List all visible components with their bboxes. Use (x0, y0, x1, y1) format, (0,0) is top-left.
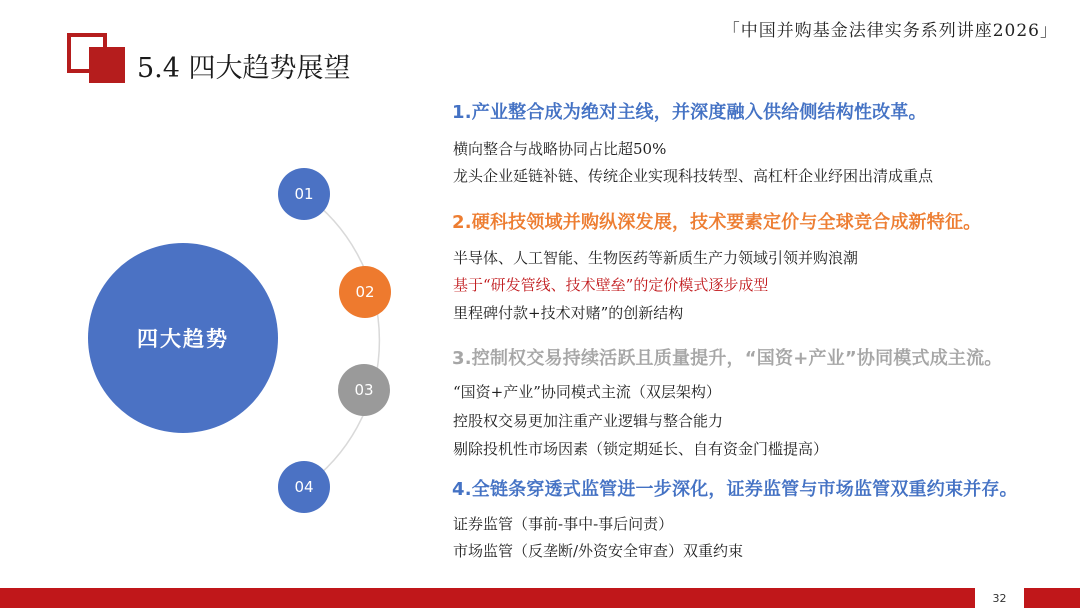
trend-4-heading: 4.全链条穿透式监管进一步深化，证券监管与市场监管双重约束并存。 (452, 479, 1018, 500)
trend-1-heading: 1.产业整合成为绝对主线，并深度融入供给侧结构性改革。 (452, 102, 927, 123)
trend-node-02 (339, 266, 391, 318)
node-number: 04 (294, 478, 314, 496)
trend-node-01 (278, 168, 330, 220)
trend-3-item: “国资+产业”协同模式主流（双层架构） (453, 383, 721, 401)
trend-4-item: 证券监管（事前-事中-事后问责） (453, 515, 674, 533)
trend-2-item: 里程碑付款+技术对赌”的创新结构 (453, 304, 684, 322)
section-title: 5.4 四大趋势展望 (137, 53, 351, 84)
trend-2-item-highlight: 基于“研发管线、技术壁垒”的定价模式逐步成型 (453, 276, 769, 294)
page-number: 32 (992, 591, 1007, 605)
center-circle (88, 243, 278, 433)
trend-3-item: 控股权交易更加注重产业逻辑与整合能力 (453, 412, 724, 430)
trend-1-item: 横向整合与战略协同占比超50% (453, 140, 667, 158)
trend-4-item: 市场监管（反垄断/外资安全审查）双重约束 (453, 542, 744, 560)
trend-2-item: 半导体、人工智能、生物医药等新质生产力领域引领并购浪潮 (453, 249, 859, 267)
trend-node-04 (278, 461, 330, 513)
footer-bar (0, 588, 975, 608)
trend-node-03 (338, 364, 390, 416)
center-label: 四大趋势 (137, 327, 229, 351)
trend-3-heading: 3.控制权交易持续活跃且质量提升，“国资+产业”协同模式成主流。 (452, 348, 1003, 369)
node-number: 01 (294, 185, 314, 203)
trend-1-item: 龙头企业延链补链、传统企业实现科技转型、高杠杆企业纾困出清成重点 (453, 167, 934, 185)
footer-bar-right (1024, 588, 1080, 608)
trend-3-item: 剔除投机性市场因素（锁定期延长、自有资金门槛提高） (453, 440, 829, 458)
node-number: 02 (355, 283, 375, 301)
node-number: 03 (354, 381, 374, 399)
trend-2-heading: 2.硬科技领域并购纵深发展，技术要素定价与全球竞合成新特征。 (452, 212, 982, 233)
series-title: 「中国并购基金法律实务系列讲座2026」 (722, 21, 1058, 41)
